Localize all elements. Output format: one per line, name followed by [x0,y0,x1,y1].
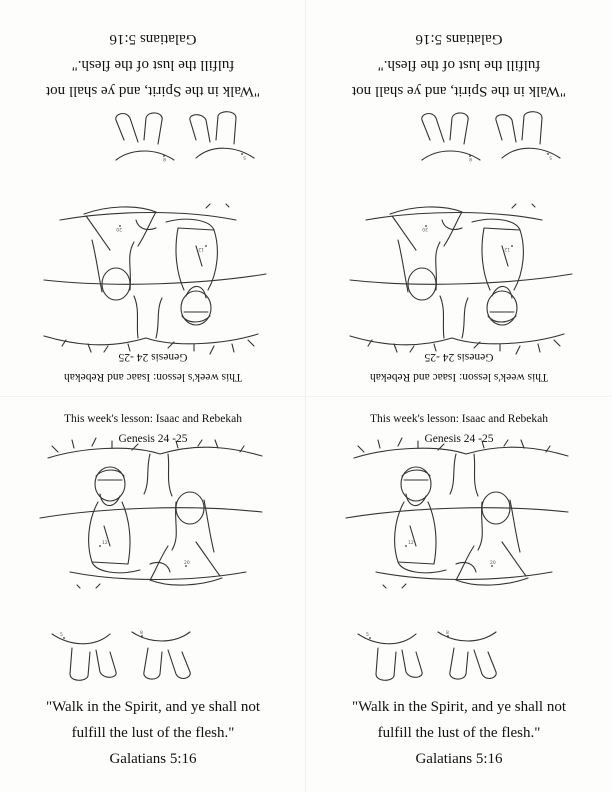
verse-line-2: fulfill the lust of the flesh." [377,57,541,73]
svg-text:8: 8 [469,156,472,161]
bookmark-bottom-right [306,396,612,792]
svg-text:5: 5 [243,154,246,159]
svg-text:20: 20 [116,226,122,231]
verse-reference: Galatians 5:16 [415,751,503,767]
lesson-reference: Genesis 24 -25 [118,351,188,363]
svg-text:20: 20 [184,561,190,566]
svg-text:12: 12 [504,246,510,251]
svg-text:8: 8 [163,156,166,161]
lesson-title: This week's lesson: Isaac and Rebekah [369,413,549,425]
verse-line-2: fulfill the lust of the flesh." [71,725,235,741]
verse-reference: Galatians 5:16 [109,31,197,47]
verse-line-2: fulfill the lust of the flesh." [377,725,541,741]
lesson-title: This week's lesson: Isaac and Rebekah [63,413,243,425]
svg-text:12: 12 [198,246,204,251]
svg-text:5: 5 [549,154,552,159]
verse-block [306,26,612,104]
svg-text:5: 5 [366,633,369,638]
bookmark-top-left [0,0,306,396]
svg-text:20: 20 [490,561,496,566]
lesson-reference: Genesis 24 -25 [424,351,494,363]
bookmark-bottom-left [0,396,306,792]
verse-line-1: "Walk in the Spirit, and ye shall not [45,83,261,99]
verse-line-2: fulfill the lust of the flesh." [71,57,235,73]
verse-reference: Galatians 5:16 [415,31,503,47]
lesson-reference: Genesis 24 -25 [118,433,188,445]
verse-line-1: "Walk in the Spirit, and ye shall not [351,83,567,99]
svg-text:8: 8 [446,631,449,636]
lesson-reference: Genesis 24 -25 [424,433,494,445]
lesson-title: This week's lesson: Isaac and Rebekah [369,371,549,383]
bookmark-top-right [306,0,612,396]
lesson-title: This week's lesson: Isaac and Rebekah [63,371,243,383]
svg-text:12: 12 [102,541,108,546]
verse-line-1: "Walk in the Spirit, and ye shall not [351,699,567,715]
svg-text:5: 5 [60,633,63,638]
svg-text:8: 8 [140,631,143,636]
verse-line-1: "Walk in the Spirit, and ye shall not [45,699,261,715]
verse-block [0,26,306,104]
svg-text:20: 20 [422,226,428,231]
verse-block [0,694,306,772]
verse-block [306,694,612,772]
verse-reference: Galatians 5:16 [109,751,197,767]
svg-text:12: 12 [408,541,414,546]
